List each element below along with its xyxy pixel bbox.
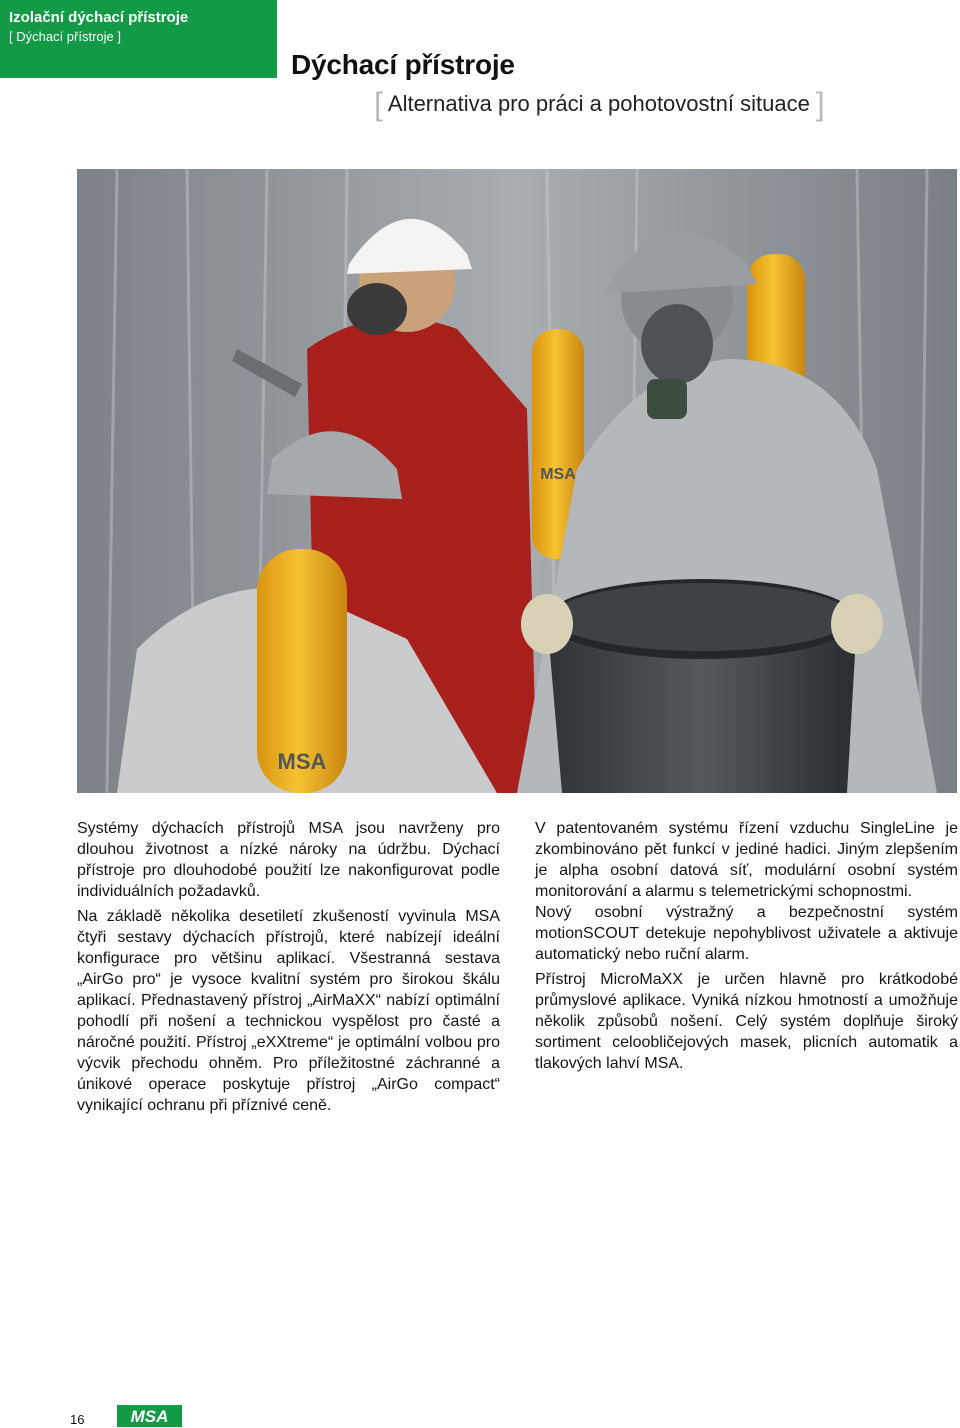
text-column-right <box>535 818 958 1074</box>
barrel <box>521 579 883 793</box>
logo-text: MSA <box>130 1407 169 1426</box>
section-title: Izolační dýchací přístroje <box>9 9 189 26</box>
page-title: Dýchací přístroje <box>291 49 515 80</box>
paragraph: Přístroj MicroMaXX je určen hlavně pro krátkodobé průmyslové aplikace. Vyniká nízkou hmotností a umožňuje několik způsobů nošení. Celý systém doplňuje široký sortiment celoobličejových masek, plicních automatik a tlakových lahví MSA. <box>535 971 958 1072</box>
page-number: 16 <box>70 1412 85 1427</box>
section-subtitle: [ Dýchací přístroje ] <box>9 29 121 44</box>
bracket-close: ] <box>815 86 825 122</box>
subtitle-text: Alternativa pro práci a pohotovostní situace <box>387 91 810 116</box>
paragraph: V patentovaném systému řízení vzduchu SingleLine je zkombinováno pět funkcí v jediné hadici. Jiným zlepšením je alpha osobní datová síť, modulární osobní systém monitorování a alarmu s telemetrickými schopnostmi. <box>535 820 958 900</box>
paragraph: Na základě několika desetiletí zkušeností vyvinula MSA čtyři sestavy dýchacích přístrojů, které nabízejí ideální konfigurace pro většinu aplikací. Všestranná sestava „AirGo pro“ je vysoce kvalitní systém pro širokou škálu aplikací. Přednastavený přístroj „AirMaXX“ nabízí optimální pohodlí při nošení a technickou vyspělost pro časté a náročné použití. Přístroj „eXXtreme“ je optimální volbou pro výcvik přechodu ohněm. Pro příležitostné záchranné a únikové operace poskytuje přístroj „AirGo compact“ vynikající ochranu při příznivé ceně. <box>77 908 500 1114</box>
page-subtitle <box>374 86 825 123</box>
bracket-open: [ <box>374 86 383 122</box>
section-tab <box>0 0 277 78</box>
tank-label: MSA <box>277 749 327 774</box>
text-column-left <box>77 818 500 1116</box>
paragraph: Systémy dýchacích přístrojů MSA jsou navrženy pro dlouhou životnost a nízké nároky na údržbu. Dýchací přístroje pro dlouhodobé použití lze nakonfigurovat podle individuálních požadavků. <box>77 820 500 900</box>
paragraph: Nový osobní výstražný a bezpečnostní systém motionSCOUT detekuje nepohyblivost uživatele a aktivuje automatický nebo ruční alarm. <box>535 904 958 963</box>
workers-photo <box>77 169 957 793</box>
tank-label: MSA <box>540 466 576 483</box>
msa-logo <box>117 1405 182 1427</box>
photo-illustration <box>77 169 957 793</box>
